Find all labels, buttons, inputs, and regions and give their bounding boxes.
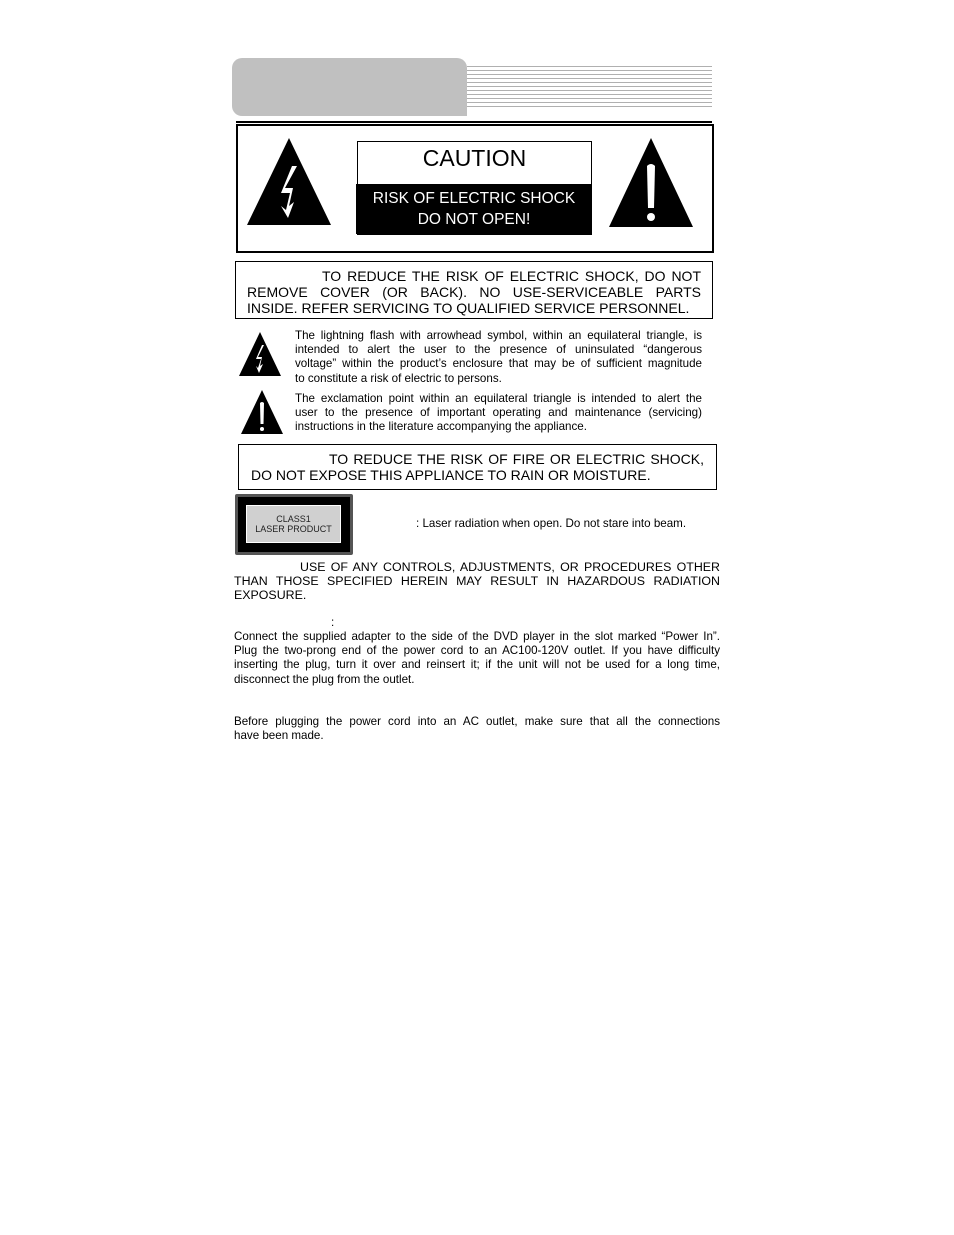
- header-rule: [236, 121, 712, 123]
- lightning-triangle-icon: [238, 331, 282, 377]
- power-instructions-line: Connect the supplied adapter to the side of the DVD player in the slot marked “Power In”.: [234, 630, 720, 643]
- connection-note-line: Before plugging the power cord into an AC outlet, make sure that all the connections: [234, 715, 720, 728]
- lightning-triangle-icon: [245, 136, 333, 226]
- laser-product-text: LASER PRODUCT: [255, 524, 332, 534]
- power-instructions-line: Plug the two-prong end of the power cord to an AC100-120V outlet. If you have difficulty: [234, 644, 720, 658]
- exclamation-triangle-icon: [607, 136, 695, 228]
- exclamation-description-line: user to the presence of important operating and maintenance (servicing): [295, 406, 702, 420]
- caution-title: CAUTION: [422, 145, 527, 171]
- lightning-description: [295, 329, 702, 386]
- shock-warning-line-3: INSIDE. REFER SERVICING TO QUALIFIED SERVICE PERSONNEL.: [247, 300, 690, 316]
- caution-line-1: RISK OF ELECTRIC SHOCK: [372, 190, 576, 207]
- exclamation-triangle-icon: [240, 389, 284, 435]
- power-heading-colon: :: [331, 616, 335, 629]
- lightning-description-line: voltage” within the product’s enclosure that may be of sufficient magnitude: [295, 357, 702, 371]
- shock-warning-line-1: TO REDUCE THE RISK OF ELECTRIC SHOCK, DO NOT: [322, 268, 701, 284]
- header-tab: [232, 58, 467, 116]
- fire-warning-line-1: TO REDUCE THE RISK OF FIRE OR ELECTRIC SHOCK,: [329, 451, 704, 467]
- laser-label-plate: [246, 505, 341, 543]
- exclamation-description-line: instructions in the literature accompanying the appliance.: [295, 420, 587, 434]
- shock-warning-line-2: REMOVE COVER (OR BACK). NO USE-SERVICEABLE PARTS: [247, 284, 701, 300]
- fire-warning-line-2: DO NOT EXPOSE THIS APPLIANCE TO RAIN OR MOISTURE.: [251, 467, 651, 483]
- connection-note: [234, 715, 720, 743]
- laser-note: : Laser radiation when open. Do not stare into beam.: [416, 517, 687, 530]
- lightning-description-line: The lightning flash with arrowhead symbol, within an equilateral triangle, is: [295, 329, 702, 342]
- caution-shock-label: [356, 184, 592, 234]
- shock-warning-box: [235, 261, 713, 319]
- header-stripes: [467, 66, 712, 110]
- laser-class-text: CLASS1: [276, 514, 311, 524]
- power-instructions-line: inserting the plug, turn it over and reinsert it; if the unit will not be used for a long time,: [234, 658, 720, 672]
- radiation-warning-line: USE OF ANY CONTROLS, ADJUSTMENTS, OR PROCEDURES OTHER: [300, 560, 720, 574]
- fire-warning-box: [238, 444, 717, 490]
- radiation-warning-line: THAN THOSE SPECIFIED HEREIN MAY RESULT IN HAZARDOUS RADIATION: [234, 574, 720, 588]
- power-instructions: [234, 630, 720, 687]
- radiation-warning-line: EXPOSURE.: [234, 588, 307, 602]
- power-instructions-line: disconnect the plug from the outlet.: [234, 672, 415, 686]
- caution-line-2: DO NOT OPEN!: [417, 211, 531, 228]
- lightning-description-line: intended to alert the user to the presence of uninsulated “dangerous: [295, 343, 702, 357]
- exclamation-description: [295, 392, 702, 435]
- radiation-warning: [234, 560, 720, 602]
- lightning-description-line: to constitute a risk of electric to persons.: [295, 371, 502, 385]
- connection-note-line: have been made.: [234, 729, 324, 743]
- exclamation-description-line: The exclamation point within an equilateral triangle is intended to alert the: [295, 392, 702, 405]
